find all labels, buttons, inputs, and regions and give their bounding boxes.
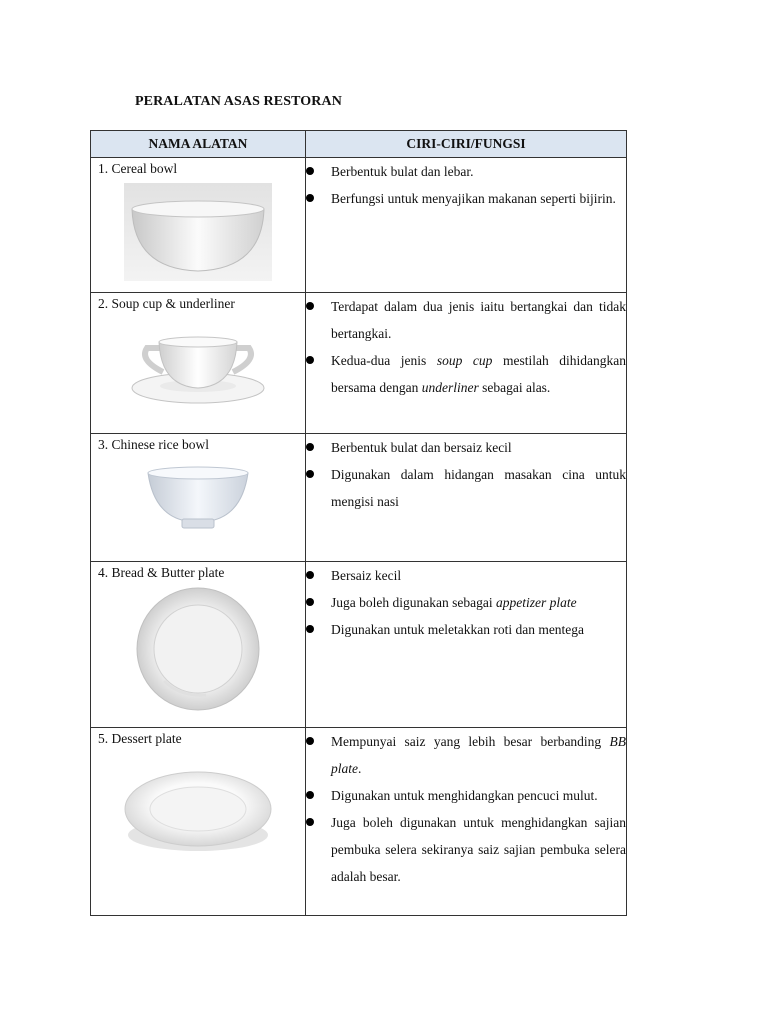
feature-item (306, 293, 626, 347)
feature-text: Bersaiz kecil (331, 568, 402, 583)
feature-list (306, 562, 626, 643)
bullet-icon (306, 356, 314, 364)
bullet-icon (306, 598, 314, 606)
bullet-icon (306, 818, 314, 826)
item-name: 5. Dessert plate (98, 731, 182, 746)
feature-text: Berbentuk bulat dan lebar. (331, 164, 474, 179)
table-row (91, 158, 627, 293)
item-name: 3. Chinese rice bowl (98, 437, 209, 452)
italic-term: appetizer plate (495, 595, 577, 610)
bullet-icon (306, 791, 314, 799)
name-cell (91, 434, 306, 562)
feature-text: Mempunyai saiz yang lebih besar berbanding (331, 734, 610, 749)
soup-cup-icon (91, 330, 305, 410)
feature-text: Digunakan untuk meletakkan roti dan mentega (331, 622, 585, 637)
feature-item (306, 434, 626, 461)
dessert-plate-icon (91, 765, 305, 857)
feature-list (306, 158, 626, 212)
cereal-bowl-icon (91, 183, 305, 281)
features-cell (306, 293, 627, 434)
feature-text: Juga boleh digunakan untuk menghidangkan sajian pembuka selera sekiranya saiz sajian pembuka selera adalah besar. (331, 815, 626, 884)
feature-list (306, 728, 626, 890)
feature-text: sebagai alas. (478, 380, 551, 395)
features-cell (306, 728, 627, 916)
features-cell (306, 562, 627, 728)
feature-text: Berbentuk bulat dan bersaiz kecil (331, 440, 512, 455)
bread-butter-plate-icon (91, 585, 305, 713)
bullet-icon (306, 167, 314, 175)
feature-list (306, 434, 626, 515)
feature-text: mestilah dihidangkan bersama dengan (331, 353, 627, 395)
bullet-icon (306, 470, 314, 478)
bullet-icon (306, 443, 314, 451)
feature-text: Kedua-dua jenis (331, 353, 437, 368)
feature-text: Digunakan untuk menghidangkan pencuci mulut. (331, 788, 598, 803)
rice-bowl-icon (91, 463, 305, 535)
feature-item (306, 158, 626, 185)
italic-term: BB plate (331, 734, 626, 776)
item-name: 1. Cereal bowl (98, 161, 178, 176)
feature-item (306, 562, 626, 589)
feature-item (306, 461, 626, 515)
bullet-icon (306, 571, 314, 579)
name-cell (91, 728, 306, 916)
table-header-row (91, 131, 627, 158)
feature-list (306, 293, 626, 401)
feature-item (306, 589, 626, 616)
feature-text: Digunakan dalam hidangan masakan cina untuk mengisi nasi (331, 467, 626, 509)
feature-item (306, 782, 626, 809)
feature-item (306, 809, 626, 890)
italic-term: soup cup (436, 353, 493, 368)
name-cell (91, 293, 306, 434)
header-features: CIRI-CIRI/FUNGSI (306, 131, 627, 158)
bullet-icon (306, 625, 314, 633)
feature-item (306, 616, 626, 643)
header-name: NAMA ALATAN (91, 131, 306, 158)
feature-text: . (358, 761, 362, 776)
page-title: PERALATAN ASAS RESTORAN (135, 94, 342, 109)
equipment-table (90, 130, 627, 916)
name-cell (91, 562, 306, 728)
feature-text: Berfungsi untuk menyajikan makanan seperti bijirin. (331, 191, 616, 206)
features-cell (306, 434, 627, 562)
bullet-icon (306, 302, 314, 310)
feature-text: Terdapat dalam dua jenis iaitu bertangkai dan tidak bertangkai. (331, 299, 626, 341)
feature-item (306, 347, 626, 401)
table-row (91, 562, 627, 728)
feature-item (306, 728, 626, 782)
name-cell (91, 158, 306, 293)
features-cell (306, 158, 627, 293)
table-row (91, 293, 627, 434)
item-name: 4. Bread & Butter plate (98, 565, 225, 580)
item-name: 2. Soup cup & underliner (98, 296, 235, 311)
feature-item (306, 185, 626, 212)
table-row (91, 434, 627, 562)
table-row (91, 728, 627, 916)
bullet-icon (306, 737, 314, 745)
italic-term: underliner (421, 380, 479, 395)
feature-text: Juga boleh digunakan sebagai (331, 595, 496, 610)
bullet-icon (306, 194, 314, 202)
